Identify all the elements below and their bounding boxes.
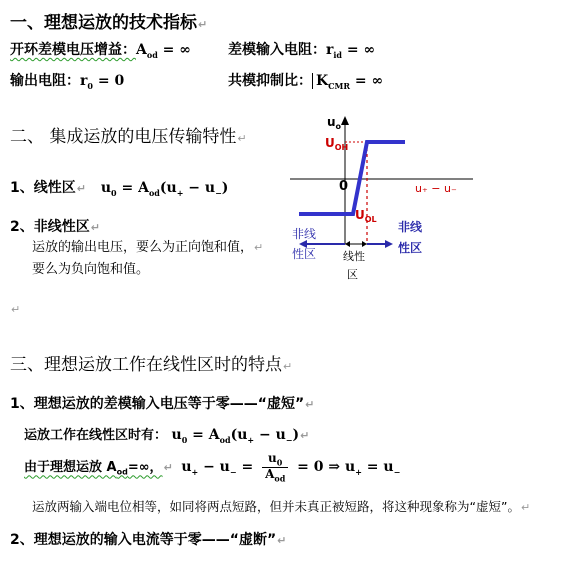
linear-span-left-arrow-icon <box>345 241 350 247</box>
paragraph-mark-icon: ↵ <box>163 461 173 475</box>
section1-title <box>10 8 207 33</box>
derivation-fraction: $\frac{u_0}{A_{od}}$ <box>262 452 288 483</box>
right-region-line2: 性区 <box>398 241 423 255</box>
derivation-label: 由于理想运放 $A_{od}=\infty$， <box>24 460 163 477</box>
virtual-short-explanation: 运放两输入端电位相等，如同将两点短路，但并未真正被短路，将这种现象称为“虚短”。↵ <box>32 499 531 514</box>
input-resistance-formula: $r_{id}$ = ∞ <box>326 42 376 60</box>
linear-region-item <box>10 177 228 198</box>
linear-condition-formula: $u_0 = A_{od}(u_+ - u_-)$ <box>171 427 300 445</box>
paragraph-mark-icon: ↵ <box>254 241 264 254</box>
virtual-open-title <box>10 529 286 549</box>
nonlinear-line2: 要么为负向饱和值。 <box>32 262 150 277</box>
x-axis-label: u₊ − u₋ <box>415 182 457 195</box>
paragraph-mark-icon: ↵ <box>520 501 531 514</box>
open-loop-gain-formula: $A_{od}$ = ∞ <box>136 42 191 60</box>
linear-span-right-arrow-icon <box>362 241 367 247</box>
input-resistance-label: 差模输入电阻： <box>228 42 326 58</box>
open-loop-gain-label: 开环差模电压增益： <box>10 42 136 58</box>
paragraph-mark-icon: ↵ <box>198 18 208 31</box>
output-resistance-label: 输出电阻： <box>10 73 80 89</box>
uoh-label: $U_{OH}$ <box>325 136 349 152</box>
transfer-characteristic-graph <box>285 112 485 282</box>
virtual-short-title <box>10 393 314 413</box>
y-axis-arrow-icon <box>341 116 349 125</box>
left-region-line2: 性区 <box>292 247 317 261</box>
uol-label: $U_{OL}$ <box>355 208 377 224</box>
linear-region-label: 1、线性区 <box>10 180 76 196</box>
open-loop-gain <box>10 39 191 60</box>
nonlinear-line1: 运放的输出电压，要么为正向饱和值，↵ <box>32 240 264 255</box>
virtual-short-title-text: 1、理想运放的差模输入电压等于零——“虚短” <box>10 396 305 412</box>
linear-region-line1: 线性 <box>343 250 365 263</box>
derivation-formula: $u_+ - u_-$ = $\frac{u_0}{A_{od}}$ = 0 ⇒ $u_+ = u_-$ <box>181 451 401 484</box>
paragraph-mark-icon: ↵ <box>305 398 315 411</box>
section2-title <box>10 122 247 147</box>
section2-title-text: 二、 集成运放的电压传输特性 <box>10 127 237 147</box>
linear-condition <box>24 424 309 445</box>
y-axis-label: $u_o$ <box>327 115 342 131</box>
derivation <box>24 452 400 483</box>
section3-title-text: 三、理想运放工作在线性区时的特点 <box>10 355 282 375</box>
paragraph-mark-icon: ↵ <box>90 221 100 234</box>
linear-condition-label: 运放工作在线性区时有： <box>24 428 168 443</box>
output-resistance-formula: $r_0 = 0$ <box>80 73 125 91</box>
paragraph-mark-icon: ↵ <box>300 429 310 442</box>
paragraph-mark-icon: ↵ <box>237 132 247 145</box>
nonlinear-region-label: 2、非线性区 <box>10 219 90 235</box>
origin-label: 0 <box>339 179 349 194</box>
linear-region-formula: $u_0 = A_{od}(u_+ - u_-)$ <box>100 180 229 198</box>
section1-title-text: 一、理想运放的技术指标 <box>10 13 197 33</box>
cmrr <box>228 70 383 91</box>
section3-title <box>10 350 292 375</box>
right-region-line1: 非线 <box>398 220 423 234</box>
paragraph-mark-icon: ↵ <box>11 303 21 316</box>
cmrr-formula: $K_{CMR}$ = ∞ <box>312 73 383 89</box>
virtual-open-title-text: 2、理想运放的输入电流等于零——“虚断” <box>10 532 277 548</box>
paragraph-mark-icon: ↵ <box>76 182 86 195</box>
paragraph-mark-icon: ↵ <box>283 360 293 373</box>
output-resistance <box>10 70 124 91</box>
left-region-line1: 非线 <box>292 227 317 241</box>
input-resistance <box>228 39 375 60</box>
transfer-curve <box>299 142 405 214</box>
cmrr-label: 共模抑制比： <box>228 73 312 89</box>
right-region-arrow-icon <box>385 240 393 248</box>
nonlinear-region-item <box>10 216 100 236</box>
linear-region-line2: 区 <box>347 268 358 281</box>
paragraph-mark-icon: ↵ <box>277 534 287 547</box>
